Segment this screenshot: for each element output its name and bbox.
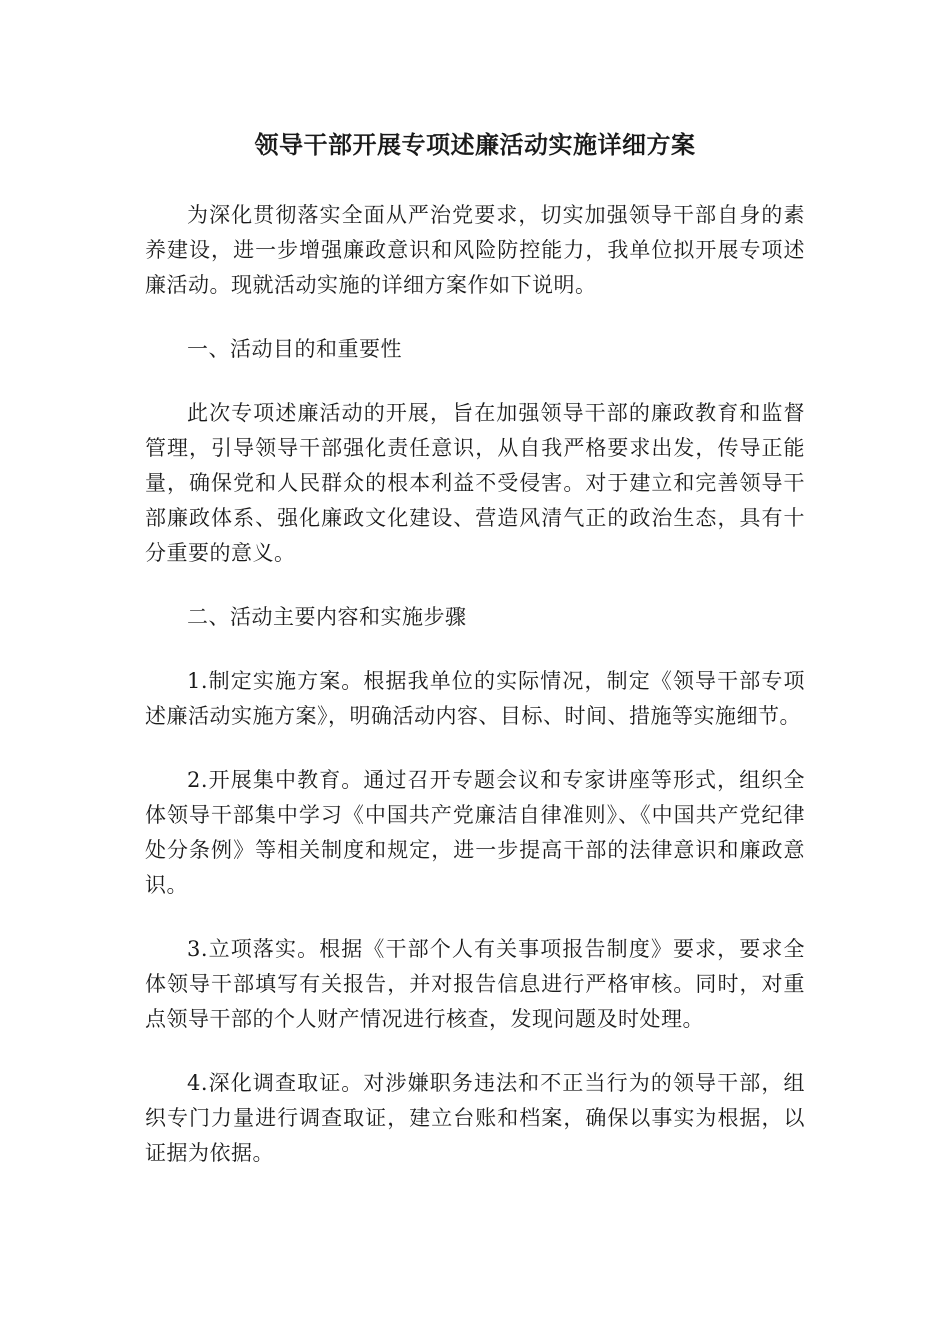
section-1-heading: 一、活动目的和重要性: [187, 337, 402, 361]
step-2-paragraph: 2.开展集中教育。通过召开专题会议和专家讲座等形式，组织全体领导干部集中学习《中国共产党廉洁自律准则》、《中国共产党纪律处分条例》等相关制度和规定，进一步提高干部的法律意识和廉政意识。: [145, 768, 805, 897]
document-title: 领导干部开展专项述廉活动实施详细方案: [254, 131, 696, 159]
document-page: [145, 128, 805, 1171]
step-1-paragraph: 1.制定实施方案。根据我单位的实际情况，制定《领导干部专项述廉活动实施方案》，明确活动内容、目标、时间、措施等实施细节。: [145, 669, 805, 728]
section-2-heading: 二、活动主要内容和实施步骤: [187, 605, 467, 629]
intro-paragraph: 为深化贯彻落实全面从严治党要求，切实加强领导干部自身的素养建设，进一步增强廉政意识和风险防控能力，我单位拟开展专项述廉活动。现就活动实施的详细方案作如下说明。: [145, 203, 805, 297]
section-1-body: 此次专项述廉活动的开展，旨在加强领导干部的廉政教育和监督管理，引导领导干部强化责任意识，从自我严格要求出发，传导正能量，确保党和人民群众的根本利益不受侵害。对于建立和完善领导干部廉政体系、强化廉政文化建设、营造风清气正的政治生态，具有十分重要的意义。: [145, 401, 805, 565]
step-3-paragraph: 3.立项落实。根据《干部个人有关事项报告制度》要求，要求全体领导干部填写有关报告，并对报告信息进行严格审核。同时，对重点领导干部的个人财产情况进行核查，发现问题及时处理。: [145, 937, 805, 1031]
step-4-paragraph: 4.深化调查取证。对涉嫌职务违法和不正当行为的领导干部，组织专门力量进行调查取证，建立台账和档案，确保以事实为根据，以证据为依据。: [145, 1071, 805, 1165]
